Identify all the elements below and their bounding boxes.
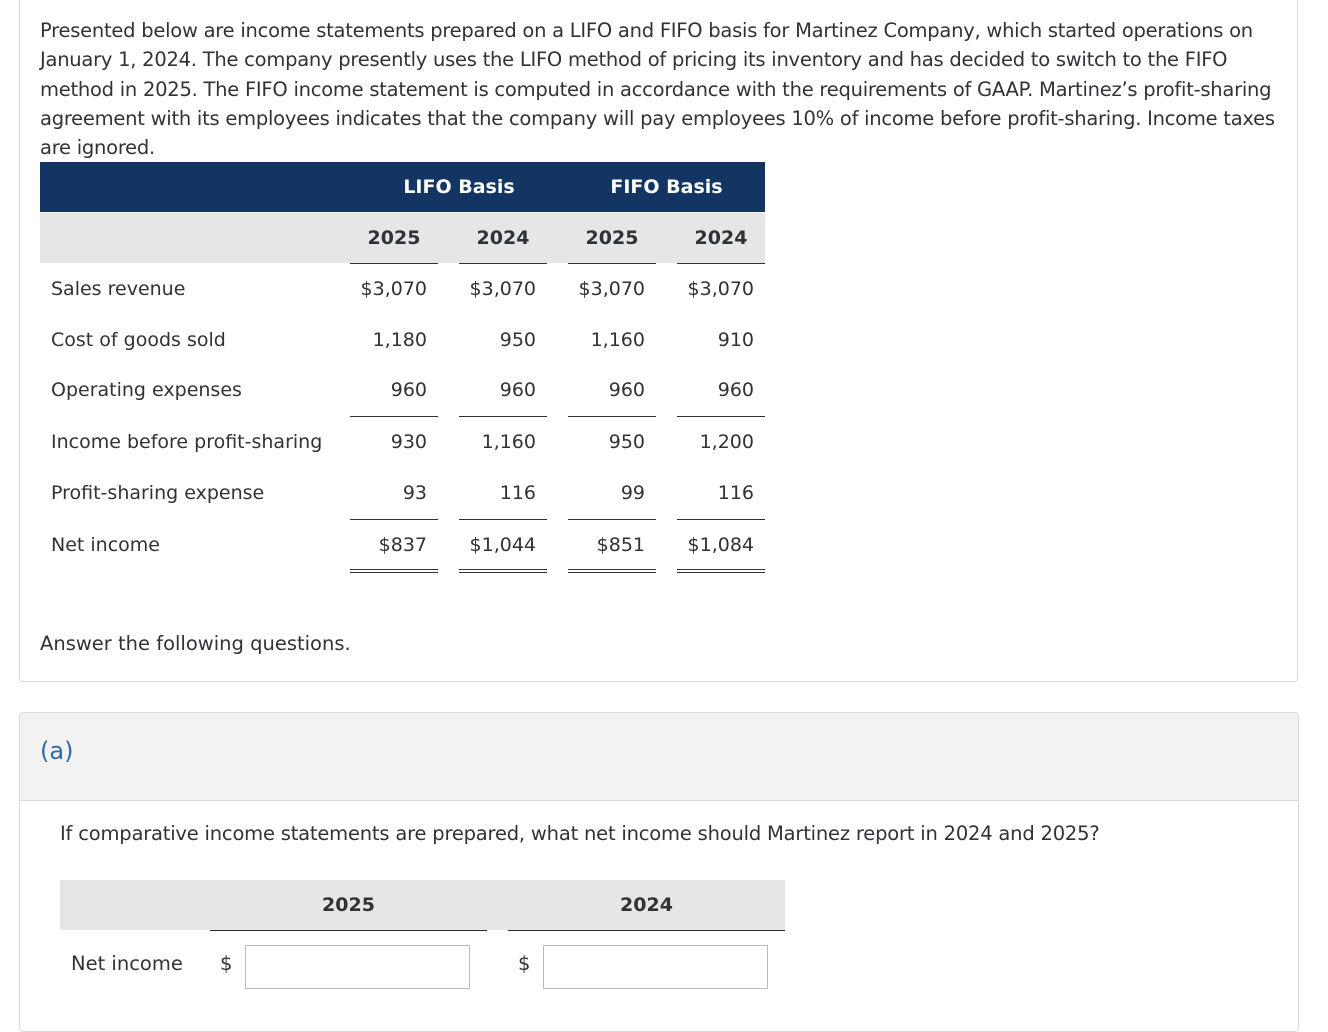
- cell-fifo-2025: 960: [608, 379, 645, 401]
- row-label: Income before profit-sharing: [51, 431, 323, 453]
- total-double-underline: [568, 572, 656, 573]
- total-double-underline: [677, 572, 765, 573]
- header-fifo-2025: 2025: [585, 227, 639, 249]
- answer-row-label: Net income: [71, 952, 183, 975]
- total-double-underline: [350, 569, 438, 570]
- cell-fifo-2025: 1,160: [590, 329, 645, 351]
- row-label: Profit-sharing expense: [51, 482, 265, 504]
- total-double-underline: [568, 569, 656, 570]
- cell-lifo-2025: 960: [390, 379, 427, 401]
- header-fifo-basis: FIFO Basis: [610, 176, 723, 198]
- cell-fifo-2024: $3,070: [687, 278, 754, 300]
- cell-lifo-2024: 1,160: [481, 431, 536, 453]
- cell-fifo-2025: $3,070: [578, 278, 645, 300]
- total-double-underline: [350, 572, 438, 573]
- cell-fifo-2025: 950: [608, 431, 645, 453]
- net-income-2024-input[interactable]: [543, 945, 768, 989]
- row-label: Cost of goods sold: [51, 329, 226, 351]
- cell-lifo-2024: 116: [499, 482, 536, 504]
- cell-lifo-2024: 950: [499, 329, 536, 351]
- table-row-profit-sharing-expense: [40, 468, 765, 519]
- answer-header-2024: 2024: [620, 894, 673, 916]
- cell-lifo-2025: 930: [390, 431, 427, 453]
- cell-fifo-2024: $1,084: [687, 534, 754, 556]
- answer-header-2025: 2025: [322, 894, 375, 916]
- part-a-label: (a): [40, 737, 74, 765]
- table-row-net-income: [40, 520, 765, 571]
- part-a-header: [20, 713, 1298, 801]
- cell-lifo-2024: $1,044: [469, 534, 536, 556]
- cell-lifo-2024: 960: [499, 379, 536, 401]
- part-a-card: [19, 712, 1299, 1032]
- cell-fifo-2024: 910: [717, 329, 754, 351]
- table-year-header: [40, 213, 765, 263]
- table-row-operating-expenses: [40, 365, 765, 416]
- header-lifo-2025: 2025: [367, 227, 421, 249]
- header-underline: [508, 930, 785, 931]
- row-label: Net income: [51, 534, 160, 556]
- table-row-sales-revenue: [40, 264, 765, 315]
- header-lifo-basis: LIFO Basis: [403, 176, 515, 198]
- dollar-sign-2024: $: [518, 952, 531, 975]
- total-double-underline: [459, 569, 547, 570]
- cell-lifo-2025: $837: [378, 534, 427, 556]
- answer-prompt: Answer the following questions.: [40, 632, 351, 655]
- cell-fifo-2025: 99: [620, 482, 645, 504]
- row-label: Sales revenue: [51, 278, 186, 300]
- cell-lifo-2024: $3,070: [469, 278, 536, 300]
- answer-year-header: [60, 880, 785, 930]
- cell-fifo-2025: $851: [596, 534, 645, 556]
- cell-lifo-2025: $3,070: [360, 278, 427, 300]
- cell-fifo-2024: 1,200: [699, 431, 754, 453]
- table-row-income-before-profit-sharing: [40, 417, 765, 468]
- table-row-cost-of-goods-sold: [40, 315, 765, 366]
- header-fifo-2024: 2024: [694, 227, 748, 249]
- total-double-underline: [459, 572, 547, 573]
- cell-fifo-2024: 116: [717, 482, 754, 504]
- part-a-question: If comparative income statements are prepared, what net income should Martinez report in 2024 and 2025?: [60, 822, 1100, 845]
- header-lifo-2024: 2024: [476, 227, 530, 249]
- cell-fifo-2024: 960: [717, 379, 754, 401]
- total-double-underline: [677, 569, 765, 570]
- dollar-sign-2025: $: [220, 952, 233, 975]
- row-label: Operating expenses: [51, 379, 242, 401]
- problem-intro: Presented below are income statements prepared on a LIFO and FIFO basis for Martinez Company, which started operations on January 1, 2024. The company presently uses the LIFO method of pricing its inventory and has decided to switch to the FIFO method in 2025. The FIFO income statement is computed in accordance with the requirements of GAAP. Martinez’s profit-sharing agreement with its employees indicates that the company will pay employees 10% of income before profit-sharing. Income taxes are ignored.: [40, 19, 1275, 160]
- header-underline: [210, 930, 487, 931]
- cell-lifo-2025: 93: [402, 482, 427, 504]
- table-group-header: [40, 162, 765, 212]
- net-income-2025-input[interactable]: [245, 945, 470, 989]
- cell-lifo-2025: 1,180: [372, 329, 427, 351]
